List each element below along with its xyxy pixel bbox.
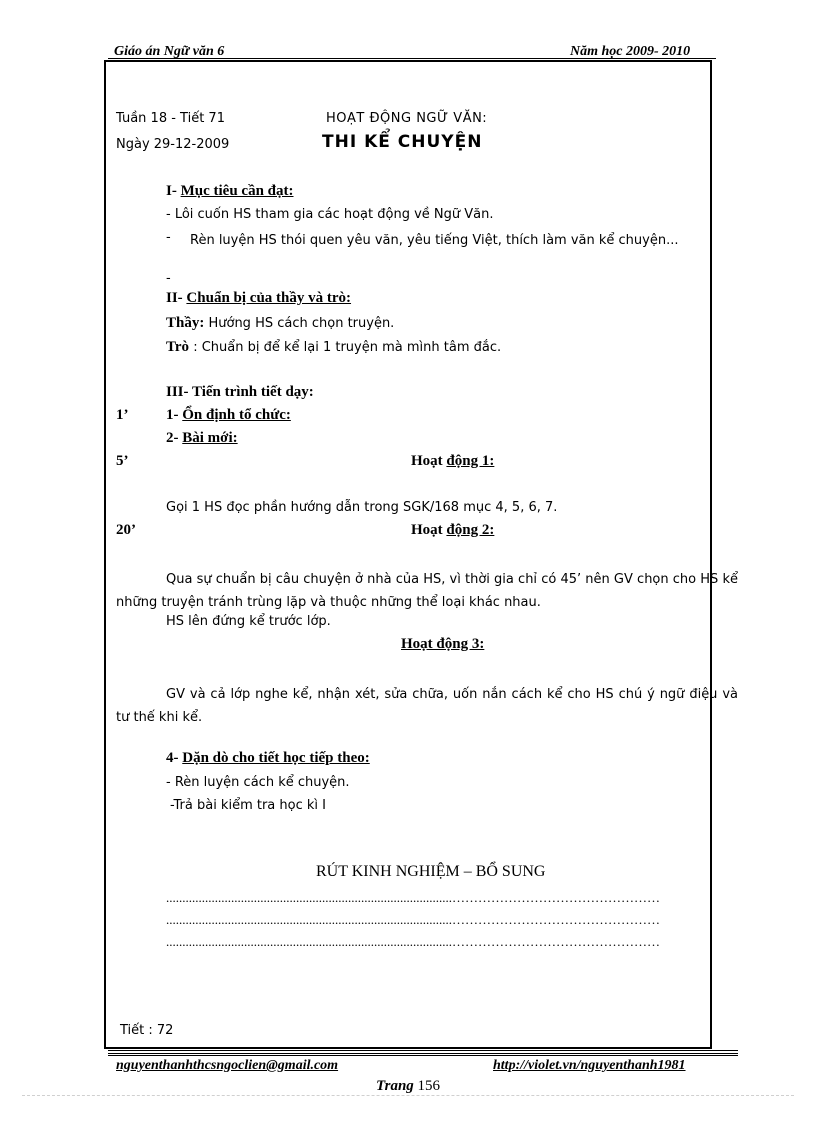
section1-bullet3: - <box>166 271 171 286</box>
header-rule <box>108 58 716 59</box>
date-line: Ngày 29-12-2009 <box>116 137 230 152</box>
section3-heading: III- Tiến trình tiết dạy: <box>166 384 314 400</box>
footer-double-rule <box>108 1053 738 1056</box>
footer-email-link[interactable]: nguyenthanhthcsngoclien@gmail.com <box>116 1058 339 1073</box>
section4-heading: 4- Dặn dò cho tiết học tiếp theo: <box>166 750 370 766</box>
review-line-1: ........................................................................................………………………………………… <box>166 890 660 905</box>
activity3-heading: Hoạt động 3: <box>401 636 485 652</box>
page-number: Trang 156 <box>376 1078 441 1094</box>
time-2: 5’ <box>116 453 129 469</box>
activity2-text2: HS lên đứng kể trước lớp. <box>166 614 331 629</box>
section4-item1: - Rèn luyện cách kể chuyện. <box>166 775 350 790</box>
activity1-heading: Hoạt động 1: <box>411 453 495 469</box>
header-left: Giáo án Ngữ văn 6 <box>114 44 225 59</box>
section1-bullet1: - Lôi cuốn HS tham gia các hoạt động về Ngữ Văn. <box>166 207 494 222</box>
section4-item2: -Trả bài kiểm tra học kì I <box>170 798 326 813</box>
step2: 2- Bài mới: <box>166 430 238 446</box>
activity3-text: GV và cả lớp nghe kể, nhận xét, sửa chữa, uốn nắn cách kể cho HS chú ý ngữ điệu và tư thế khi kể. <box>116 687 738 725</box>
student-line: Trò : Chuẩn bị để kể lại 1 truyện mà mình tâm đắc. <box>166 339 502 355</box>
review-title: RÚT KINH NGHIỆM – BỔ SUNG <box>316 863 546 880</box>
activity-heading: HOẠT ĐỘNG NGỮ VĂN: <box>326 111 488 126</box>
footer-url-link[interactable]: http://violet.vn/nguyenthanh1981 <box>493 1058 686 1073</box>
activity2-text: Qua sự chuẩn bị câu chuyện ở nhà của HS, vì thời gia chỉ có 45’ nên GV chọn cho HS kể những truyện tránh trùng lặp và thuộc những thể loại khác nhau. <box>116 572 738 610</box>
review-line-2: ........................................................................................………………………………………… <box>166 912 660 927</box>
section1-bullet2: Rèn luyện HS thói quen yêu văn, yêu tiếng Việt, thích làm văn kể chuyện... <box>190 233 679 248</box>
activity2-heading: Hoạt động 2: <box>411 522 495 538</box>
section2-heading: II- Chuẩn bị của thầy và trò: <box>166 290 352 306</box>
lesson-title: THI KỂ CHUYỆN <box>322 132 483 152</box>
teacher-line: Thầy: Hướng HS cách chọn truyện. <box>166 315 395 331</box>
footer-rule <box>108 1050 738 1051</box>
next-lesson: Tiết : 72 <box>120 1023 174 1038</box>
header-right: Năm học 2009- 2010 <box>570 44 691 59</box>
time-1: 1’ <box>116 407 129 423</box>
time-3: 20’ <box>116 522 136 538</box>
section1-heading: I- Mục tiêu cần đạt: <box>166 183 294 199</box>
week-line: Tuần 18 - Tiết 71 <box>116 111 225 126</box>
review-line-3: ........................................................................................………………………………………… <box>166 934 660 949</box>
page-bottom-rule <box>22 1095 794 1096</box>
section1-dash: - <box>166 230 171 245</box>
activity1-text: Gọi 1 HS đọc phần hướng dẫn trong SGK/168 mục 4, 5, 6, 7. <box>166 500 558 515</box>
step1: 1- Ổn định tổ chức: <box>166 407 291 423</box>
